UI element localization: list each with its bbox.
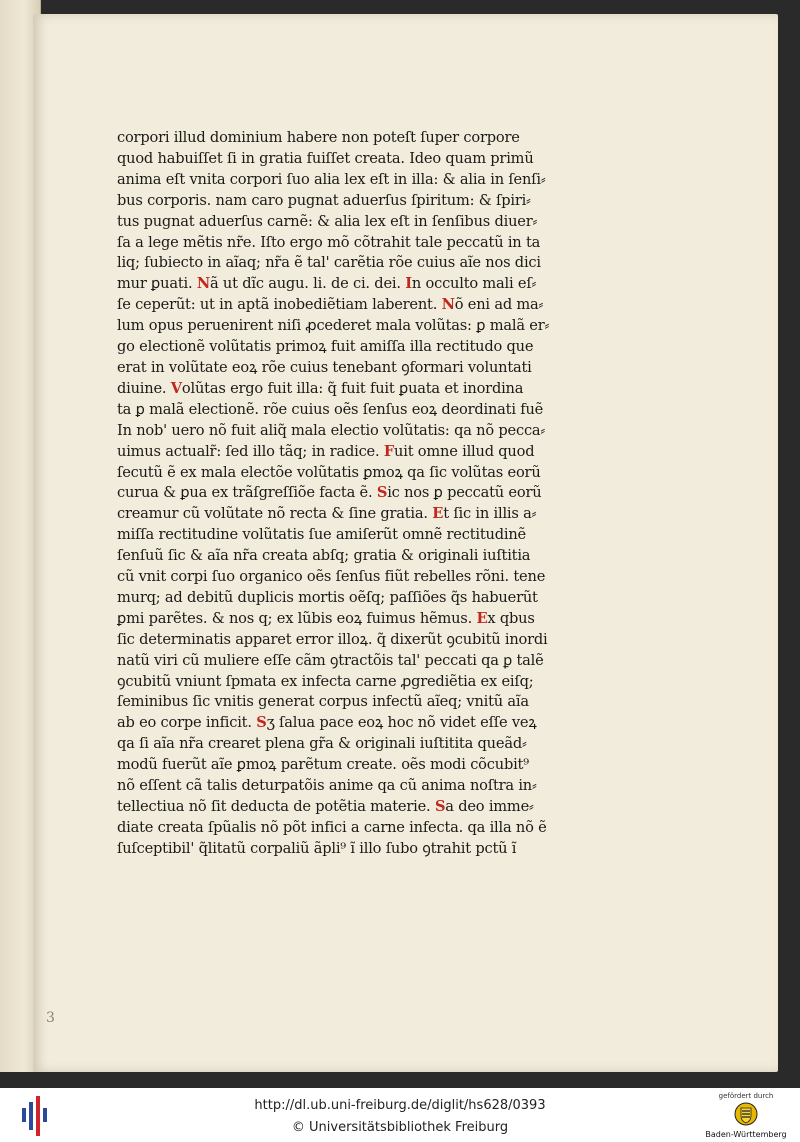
rubricated-initial: E bbox=[476, 609, 488, 627]
text-segment: creamur cũ volũtate nõ recta & ſine gratia. bbox=[117, 505, 433, 523]
text-segment: curua & ꝑua ex trãſgreſſiõe facta ẽ. bbox=[117, 484, 377, 502]
text-line bbox=[117, 337, 633, 358]
text-line bbox=[117, 504, 633, 525]
document-url-link[interactable]: http://dl.ub.uni-freiburg.de/diglit/hs628/0393 bbox=[254, 1098, 546, 1113]
text-line bbox=[117, 651, 633, 672]
text-segment: go electionẽ volũtatis primoꝝ fuit amiſſa illa rectitudo que bbox=[117, 338, 534, 356]
baden-wuerttemberg-crest-icon bbox=[734, 1102, 758, 1126]
rubricated-initial: V bbox=[170, 379, 182, 397]
text-segment: bus corporis. nam caro pugnat aduerſus ſpiritum: & ſpiri⸗ bbox=[117, 191, 531, 209]
text-segment: liq; ſubiecto in aĩaq; nr̃a ẽ tal' carẽtia rõe cuius aĩe nos dici bbox=[117, 254, 541, 272]
rubricated-initial: S bbox=[256, 714, 267, 732]
text-line bbox=[117, 253, 633, 274]
sponsor-name: Baden-Württemberg bbox=[705, 1130, 787, 1139]
text-segment: natũ viri cũ muliere eſſe cãm ꝯtractõis tal' peccati qa ꝑ talẽ bbox=[117, 651, 544, 669]
text-segment: lum opus peruenirent niſi ꝓcederet mala volũtas: ꝑ malã er⸗ bbox=[117, 317, 550, 335]
text-segment: ſecutũ ẽ ex mala electõe volũtatis ꝑmoꝝ qa ſic volũtas eorũ bbox=[117, 463, 541, 481]
text-line bbox=[117, 546, 633, 567]
text-line bbox=[117, 818, 633, 839]
text-line bbox=[117, 358, 633, 379]
text-line bbox=[117, 692, 633, 713]
text-line bbox=[117, 212, 633, 233]
text-line bbox=[117, 274, 633, 295]
text-line bbox=[117, 379, 633, 400]
text-line bbox=[117, 295, 633, 316]
text-segment: ſe ceperũt: ut in aptã inobediẽtiam laberent. bbox=[117, 296, 442, 314]
text-segment: ic nos ꝑ peccatũ eorũ bbox=[387, 484, 542, 502]
text-segment: In nob' uero nõ fuit aliq̃ mala electio volũtatis: qa nõ pecca⸗ bbox=[117, 421, 546, 439]
incunable-text-column bbox=[117, 128, 633, 860]
rubricated-initial: N bbox=[196, 275, 210, 293]
rubricated-initial: E bbox=[432, 505, 444, 523]
text-line bbox=[117, 797, 633, 818]
text-line bbox=[117, 525, 633, 546]
text-segment: ʒ ſalua pace eoꝝ hoc nõ videt eſſe veꝝ bbox=[266, 714, 537, 732]
text-line bbox=[117, 400, 633, 421]
text-segment: anima eſt vnita corpori ſuo alia lex eſt in illa: & alia in ſenſi⸗ bbox=[117, 170, 546, 188]
text-segment: miſſa rectitudine volũtatis ſue amiſerũt omnẽ rectitudinẽ bbox=[117, 526, 526, 544]
text-line bbox=[117, 734, 633, 755]
text-segment: erat in volũtate eoꝝ rõe cuius tenebant ꝯformari voluntati bbox=[117, 358, 532, 376]
text-segment: ꝑmi parẽtes. & nos q; ex lũbis eoꝝ fuimus hẽmus. bbox=[117, 609, 477, 627]
text-segment: qa ſi aĩa nr̃a crearet plena gr̃a & originali iuſtitita queãd⸗ bbox=[117, 735, 527, 753]
text-segment: õ eni ad ma⸗ bbox=[454, 296, 544, 314]
text-segment: modũ fuerũt aĩe ꝑmoꝝ parẽtum create. oẽs modi cõcubit⁹ bbox=[117, 756, 529, 774]
text-line bbox=[117, 233, 633, 254]
rubricated-initial: S bbox=[376, 484, 388, 502]
text-segment: olũtas ergo fuit illa: q̃ fuit fuit ꝑuata et inordina bbox=[181, 379, 524, 397]
text-segment: uimus actualr̃: ſed illo tãq; in radice. bbox=[117, 442, 384, 460]
text-line bbox=[117, 839, 633, 860]
text-segment: corpori illud dominium habere non poteſt ſuper corpore bbox=[117, 129, 520, 146]
text-segment: nõ eſſent cã talis deturpatõis anime qa cũ anima noſtra in⸗ bbox=[117, 777, 537, 795]
text-segment: t ſic in illis a⸗ bbox=[443, 505, 537, 523]
text-segment: ſuſceptibil' q̃litatũ corpaliũ ãpli⁹ ĩ illo ſubo ꝯtrahit pctũ ĩ bbox=[117, 839, 517, 857]
text-line bbox=[117, 421, 633, 442]
text-line bbox=[117, 149, 633, 170]
text-segment: ſeminibus ſic vnitis generat corpus infectũ aĩeq; vnitũ aĩa bbox=[117, 693, 529, 711]
text-line bbox=[117, 128, 633, 149]
text-segment: cũ vnit corpi ſuo organico oẽs ſenſus fiũt rebelles rõni. tene bbox=[117, 568, 546, 586]
sponsor-block[interactable] bbox=[700, 1090, 792, 1140]
text-segment: murq; ad debitũ duplicis mortis oẽſq; paſſiões q̃s habuerũt bbox=[117, 588, 538, 606]
text-segment: ab eo corpe inficit. bbox=[117, 714, 257, 732]
text-segment: tellectiua nõ ſit deducta de potẽtia materie. bbox=[117, 798, 435, 815]
text-line bbox=[117, 483, 633, 504]
text-segment: diuine. bbox=[117, 379, 171, 397]
text-segment: ſic determinatis apparet error illoꝝ. q̃ dixerũt ꝯcubitũ inordi bbox=[117, 630, 548, 648]
text-segment: ꝯcubitũ vniunt ſpmata ex infecta carne ꝓgrediẽtia ex eiſq; bbox=[117, 672, 534, 690]
text-line bbox=[117, 713, 633, 734]
text-line bbox=[117, 442, 633, 463]
text-line bbox=[117, 191, 633, 212]
rubricated-initial: F bbox=[383, 442, 395, 460]
text-segment: ſenſuũ ſic & aĩa nr̃a creata abſq; gratia & originali iuſtitia bbox=[117, 547, 531, 565]
text-line bbox=[117, 755, 633, 776]
text-line bbox=[117, 630, 633, 651]
rubricated-initial: S bbox=[434, 798, 446, 815]
text-segment: ta ꝑ malã electionẽ. rõe cuius oẽs ſenſus eoꝝ deordinati fuẽ bbox=[117, 400, 544, 418]
text-segment: n occulto mali eſ⸗ bbox=[411, 275, 537, 293]
text-segment: tus pugnat aduerſus carnẽ: & alia lex eſt in ſenſibus diuer⸗ bbox=[117, 212, 538, 230]
text-segment: uit omne illud quod bbox=[394, 442, 535, 460]
text-segment: diate creata ſpũalis nõ põt infici a carne infecta. qa illa nõ ẽ bbox=[117, 818, 547, 836]
sponsor-caption: gefördert durch bbox=[718, 1092, 774, 1100]
text-segment: quod habuiſſet ſi in gratia fuiſſet creata. Ideo quam primũ bbox=[117, 149, 534, 167]
text-line bbox=[117, 316, 633, 337]
copyright-notice: © Universitätsbibliothek Freiburg bbox=[291, 1120, 509, 1135]
text-segment: ã ut dĩc augu. li. de ci. dei. bbox=[209, 275, 406, 293]
text-line bbox=[117, 463, 633, 484]
text-segment: x qbus bbox=[487, 609, 535, 627]
text-line bbox=[117, 588, 633, 609]
text-segment: a deo imme⸗ bbox=[445, 798, 534, 815]
text-line bbox=[117, 776, 633, 797]
text-line bbox=[117, 672, 633, 693]
text-line bbox=[117, 170, 633, 191]
text-line bbox=[117, 609, 633, 630]
text-segment: ſa a lege mẽtis nr̃e. Iſto ergo mõ cõtrahit tale peccatũ in ta bbox=[117, 233, 541, 251]
text-segment: mur ꝑuati. bbox=[117, 275, 197, 293]
rubricated-initial: N bbox=[441, 296, 455, 314]
text-line bbox=[117, 567, 633, 588]
folio-mark: 3 bbox=[46, 1010, 55, 1026]
rubricated-initial: I bbox=[405, 275, 412, 293]
